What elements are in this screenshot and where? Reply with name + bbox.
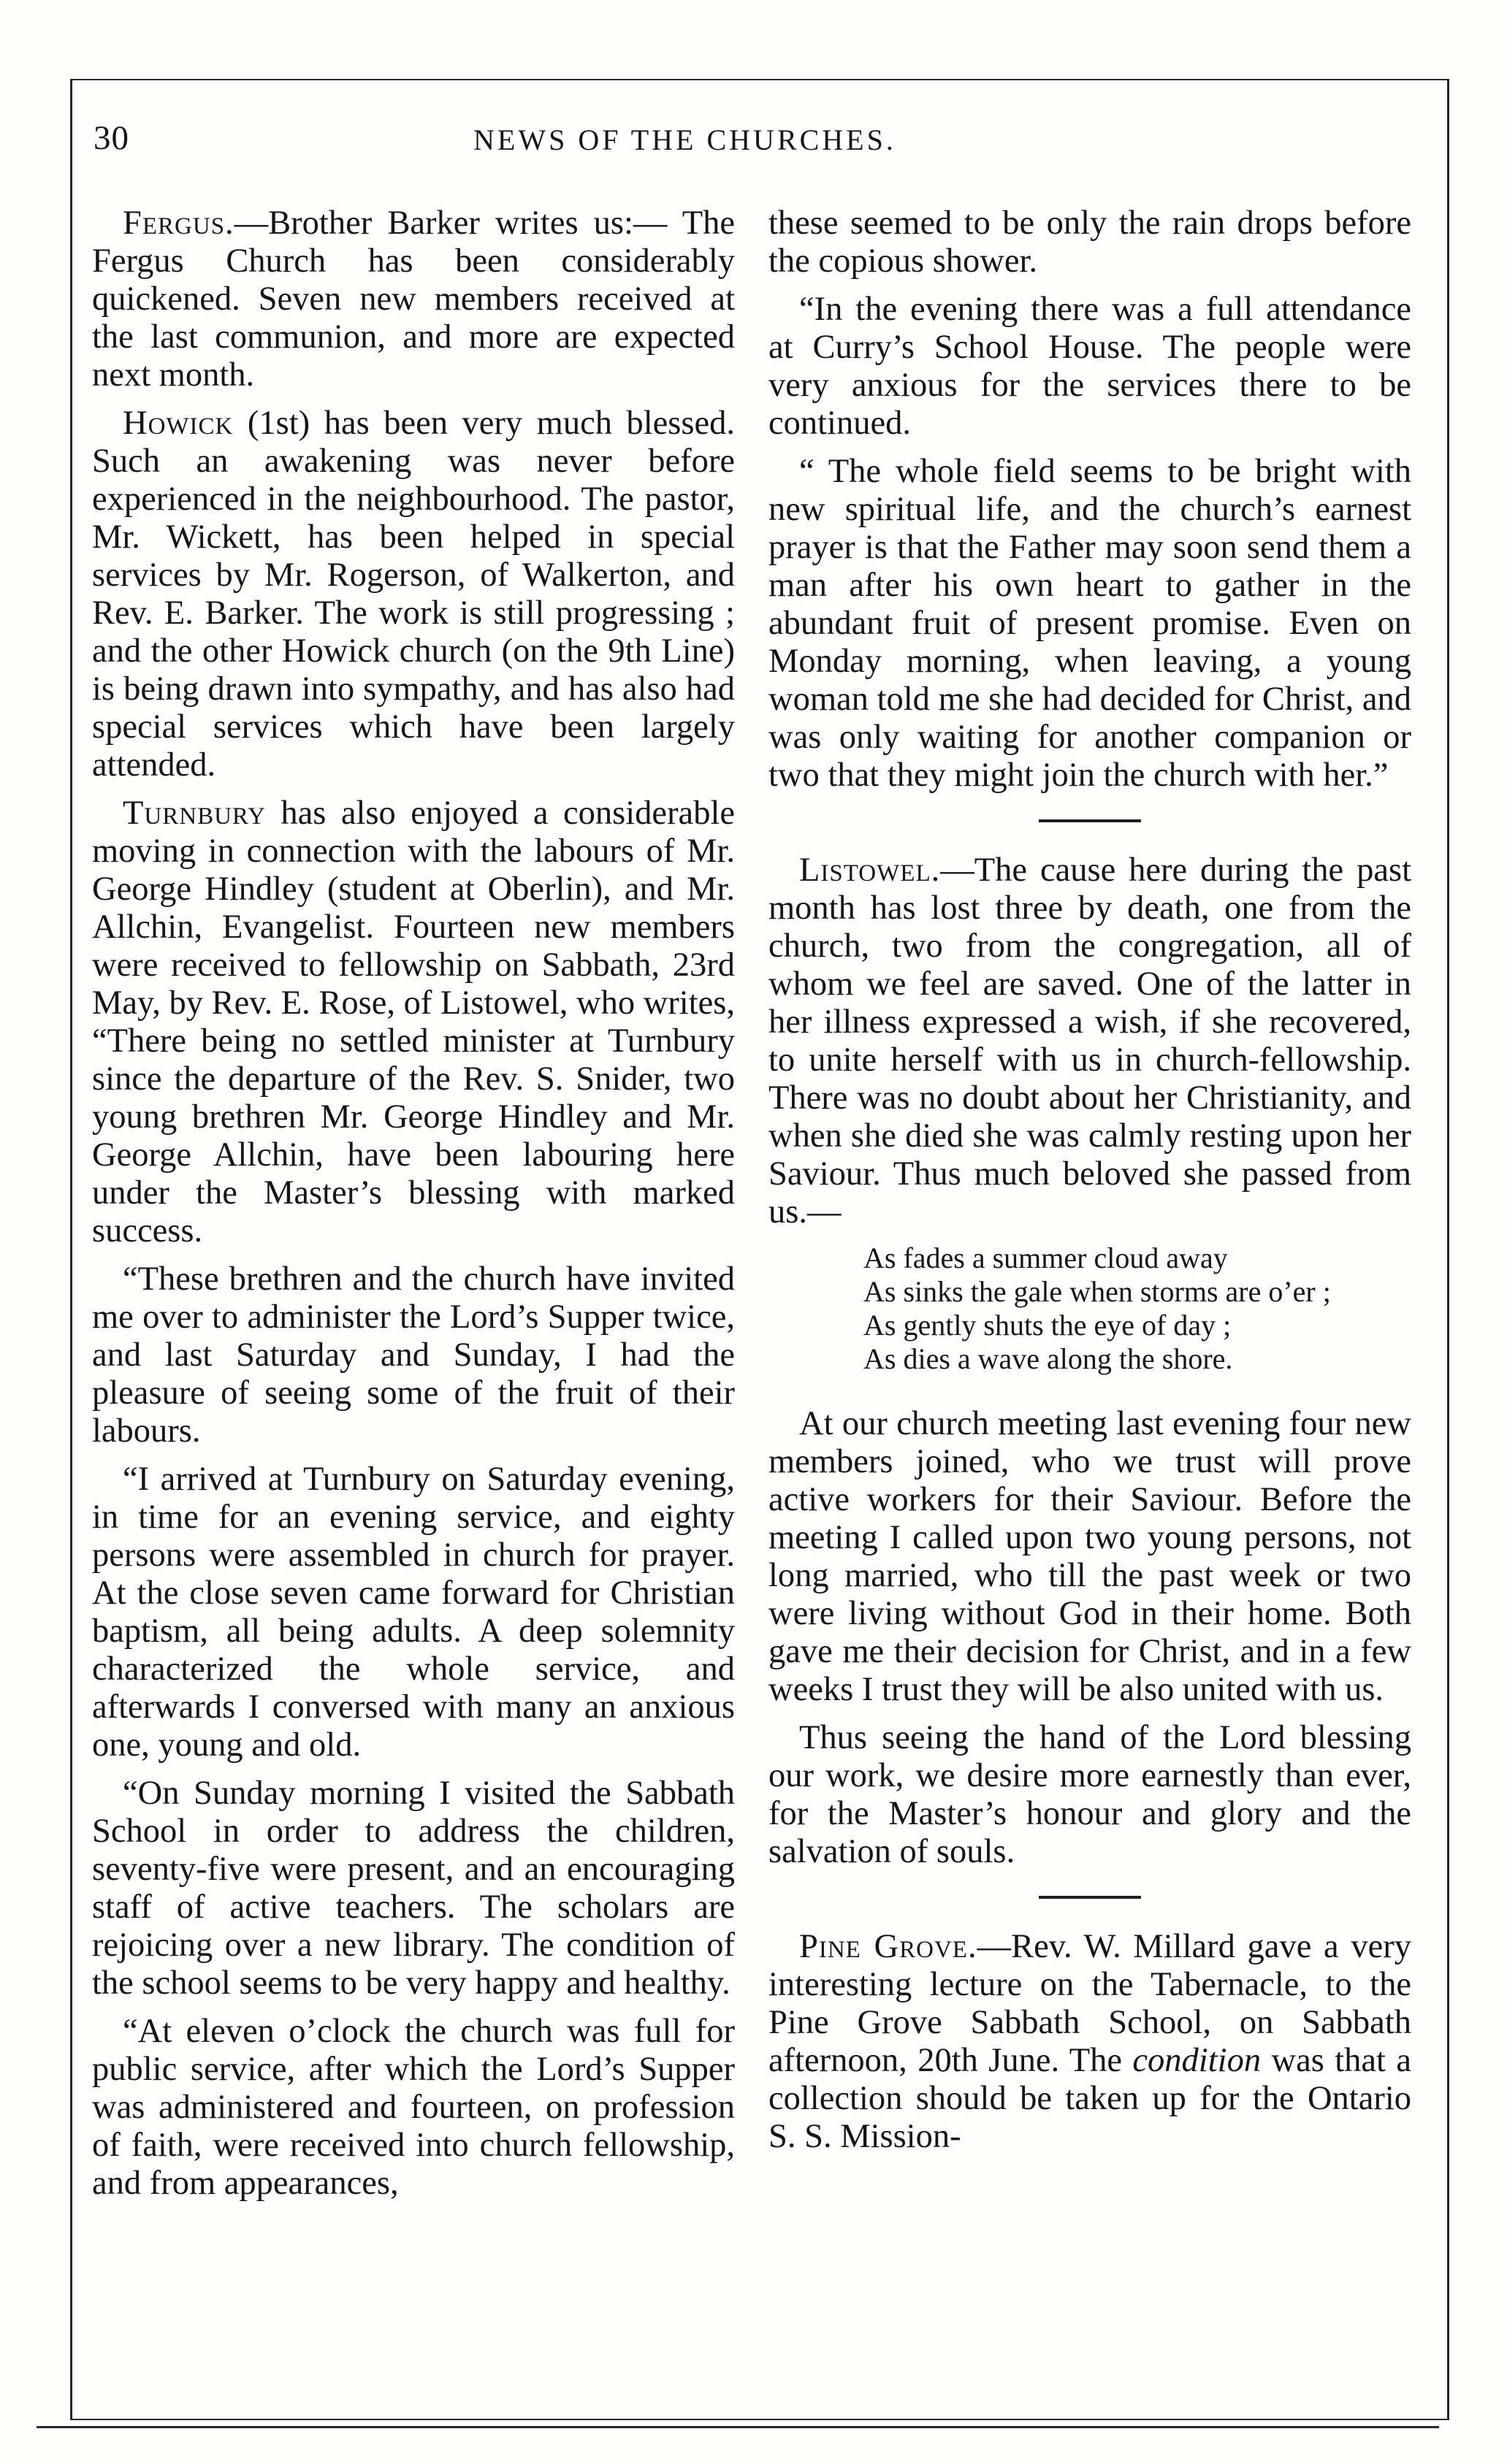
seeing-paragraph: Thus seeing the hand of the Lord blessing our work, we desire more earnestly than ever, for the Master’s honour and glory and the salvation of souls. — [768, 1719, 1411, 1870]
pine-grove-italic: condition — [1132, 2042, 1262, 2079]
evening-paragraph: “In the evening there was a full attendance at Curry’s School House. The people were very anxious for the services there to be continued. — [768, 291, 1411, 442]
poem-line: As gently shuts the eye of day ; — [863, 1309, 1232, 1342]
turnbury-body: has also enjoyed a considerable moving in connection with the labours of Mr. George Hindley (student at Oberlin), and Mr. Allchin, Evangelist. Fourteen new members were received to fellowship on Sabbath, 23rd May, by Rev. E. Rose, of Listowel, who writes, “There being no settled minister at Turnbury since the departure of the Rev. S. Snider, two young brethren Mr. George Hindley and Mr. George Allchin, have been labouring here under the Master’s blessing with marked success. — [92, 795, 735, 1250]
howick-body: (1st) has been very much blessed. Such an awakening was never before experienced in the neighbourhood. The pastor, Mr. Wickett, has been helped in special services by Mr. Rogerson, of Walkerton, and Rev. E. Barker. The work is still progressing ; and the other Howick church (on the 9th Line) is being drawn into sympathy, and has also had special services which have been largely attended. — [92, 405, 735, 784]
pine-grove-body: —Rev. W. Millard gave a very interesting lecture on the Tabernacle, to the Pine Grove Sabbath School, on Sabbath afternoon, 20th June. The — [768, 1928, 1411, 2079]
right-column — [768, 204, 1411, 2166]
bottom-rule — [37, 2426, 1439, 2428]
poem-line: As fades a summer cloud away — [863, 1241, 1228, 1274]
sunday-paragraph: “On Sunday morning I visited the Sabbath School in order to address the children, seventy-five were present, and an encouraging staff of active teachers. The scholars are rejoicing over a new library. The condition of the school seems to be very happy and healthy. — [92, 1775, 735, 2002]
arrived-paragraph: “I arrived at Turnbury on Saturday evening, in time for an evening service, and eighty persons were assembled in church for prayer. At the close seven came forward for Christian baptism, all being adults. A deep solemnity characterized the whole service, and afterwards I conversed with many an anxious one, young and old. — [92, 1461, 735, 1764]
poem-line: As dies a wave along the shore. — [863, 1342, 1233, 1375]
section-separator — [1039, 819, 1141, 822]
pine-grove-tail: was that a collection should be taken up for the Ontario S. S. Mission- — [768, 2042, 1411, 2155]
howick-heading: Howick — [123, 405, 234, 442]
fergus-paragraph — [92, 204, 735, 394]
turnbury-paragraph — [92, 795, 735, 1250]
running-head: NEWS OF THE CHURCHES. — [473, 123, 896, 156]
listowel-heading: Listowel. — [799, 852, 941, 889]
listowel-paragraph — [768, 852, 1411, 1231]
section-separator — [1039, 1896, 1141, 1899]
poem-stanza — [863, 1241, 1411, 1376]
rain-paragraph: these seemed to be only the rain drops before the copious shower. — [768, 204, 1411, 280]
brethren-paragraph: “These brethren and the church have invited me over to administer the Lord’s Supper twice, and last Saturday and Sunday, I had the pleasure of seeing some of the fruit of their labours. — [92, 1260, 735, 1450]
fergus-heading: Fergus. — [123, 204, 234, 242]
fergus-body: —Brother Barker writes us:— The Fergus Church has been considerably quickened. Seven new members received at the last communion, and more are expected next month. — [92, 204, 735, 394]
poem-line: As sinks the gale when storms are o’er ; — [863, 1275, 1331, 1308]
howick-paragraph — [92, 405, 735, 784]
turnbury-heading: Turnbury — [123, 795, 266, 832]
page-header — [94, 118, 1423, 162]
page-number: 30 — [94, 119, 129, 157]
listowel-body: —The cause here during the past month has lost three by death, one from the church, two from the congregation, all of whom we feel are saved. One of the latter in her illness expressed a wish, if she recovered, to unite herself with us in church-fellowship. There was no doubt about her Christianity, and when she died she was calmly resting upon her Saviour. Thus much beloved she passed from us.— — [768, 852, 1411, 1231]
pine-grove-paragraph — [768, 1928, 1411, 2156]
meeting-paragraph: At our church meeting last evening four new members joined, who we trust will prove active workers for their Saviour. Before the meeting I called upon two young persons, not long married, who till the past week or two were living without God in their home. Both gave me their decision for Christ, and in a few weeks I trust they will be also united with us. — [768, 1405, 1411, 1708]
field-paragraph: “ The whole field seems to be bright with new spiritual life, and the church’s earnest prayer is that the Father may soon send them a man after his own heart to gather in the abundant fruit of present promise. Even on Monday morning, when leaving, a young woman told me she had decided for Christ, and was only waiting for another companion or two that they might join the church with her.” — [768, 453, 1411, 794]
eleven-paragraph: “At eleven o’clock the church was full for public service, after which the Lord’s Supper was administered and fourteen, on profession of faith, were received into church fellowship, and from appearances, — [92, 2013, 735, 2202]
left-column — [92, 204, 735, 2213]
pine-grove-heading: Pine Grove. — [799, 1928, 977, 1965]
